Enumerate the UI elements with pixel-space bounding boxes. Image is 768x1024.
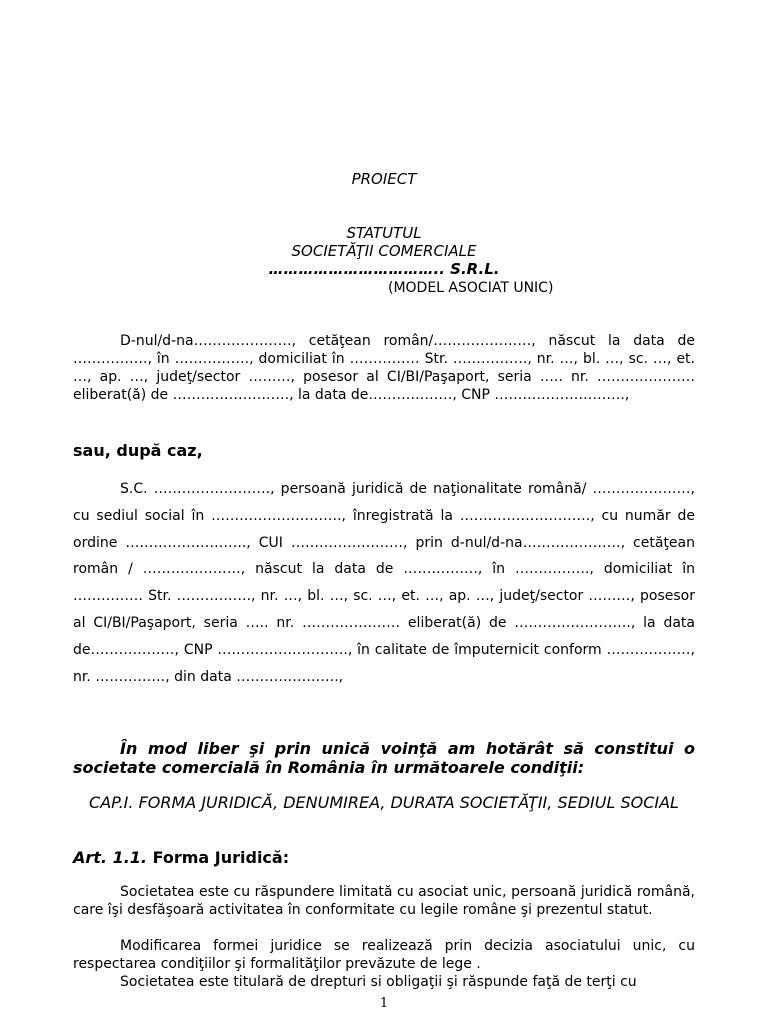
company-paragraph: S.C. ……………………., persoană juridică de naţionalitate română/ …………………, cu sediul social în ………………………., înregistrată la ………………………., cu număr de ordine …………………….., CUI ……………………, prin d-nul/d-na…………………, cetăţean român / …………………, născut la data de ……………., în ……………., domiciliat în …………… Str. ……………., nr. …, bl. …, sc. …, et. …, ap. …, judeţ/sector ………, posesor al CI/BI/Paşaport, seria ….. nr. ………………… eliberat(ă) de ……………………., la data de………………, CNP ………………………., în calitate de împuternicit conform ………………, nr. ……………, din data ………………….,: [73, 481, 695, 685]
article-heading: [73, 848, 695, 867]
article-number: Art. 1.1.: [73, 848, 147, 867]
srl-name-line: …………………………….. S.R.L.: [268, 260, 500, 278]
liability-paragraph: Societatea este titulară de drepturi si obligaţii şi răspunde faţă de terţi cu: [120, 974, 637, 990]
article-title: Forma Juridică:: [147, 848, 290, 867]
modification-paragraph: Modificarea formei juridice se realizează prin decizia asociatului unic, cu respectarea condiţiilor şi formalităţilor prevăzute de lege .: [73, 938, 695, 972]
intro-paragraph: [73, 739, 695, 777]
person-paragraph: D-nul/d-na…………………, cetăţean român/…………………, născut la data de ……………., în ……………., domiciliat în …………… Str. ……………., nr. …, bl. …, sc. …, et. …, ap. …, judeţ/sector ………, posesor al CI/BI/Paşaport, seria ….. nr. ………………… eliberat(ă) de ……………………., la data de………………, CNP ……………………….,: [73, 333, 695, 403]
intro-text: În mod liber şi prin unică voinţă am hotărât să constitui o societate comercială în România în următoarele condiţii:: [73, 739, 695, 777]
statut-title: STATUTUL: [346, 224, 422, 242]
proiect-heading: PROIECT: [351, 170, 417, 188]
model-subtitle: (MODEL ASOCIAT UNIC): [388, 280, 554, 296]
legal-form-paragraph: Societatea este cu răspundere limitată cu asociat unic, persoană juridică română, care îşi desfăşoară activitatea în conformitate cu legile române şi prezentul statut.: [73, 884, 695, 918]
page-number: 1: [379, 996, 389, 1011]
company-type-title: SOCIETĂŢII COMERCIALE: [291, 242, 477, 260]
chapter-heading: CAP.I. FORMA JURIDICĂ, DENUMIREA, DURATA SOCIETĂŢII, SEDIUL SOCIAL: [89, 793, 679, 812]
or-case-label: sau, după caz,: [73, 441, 203, 460]
